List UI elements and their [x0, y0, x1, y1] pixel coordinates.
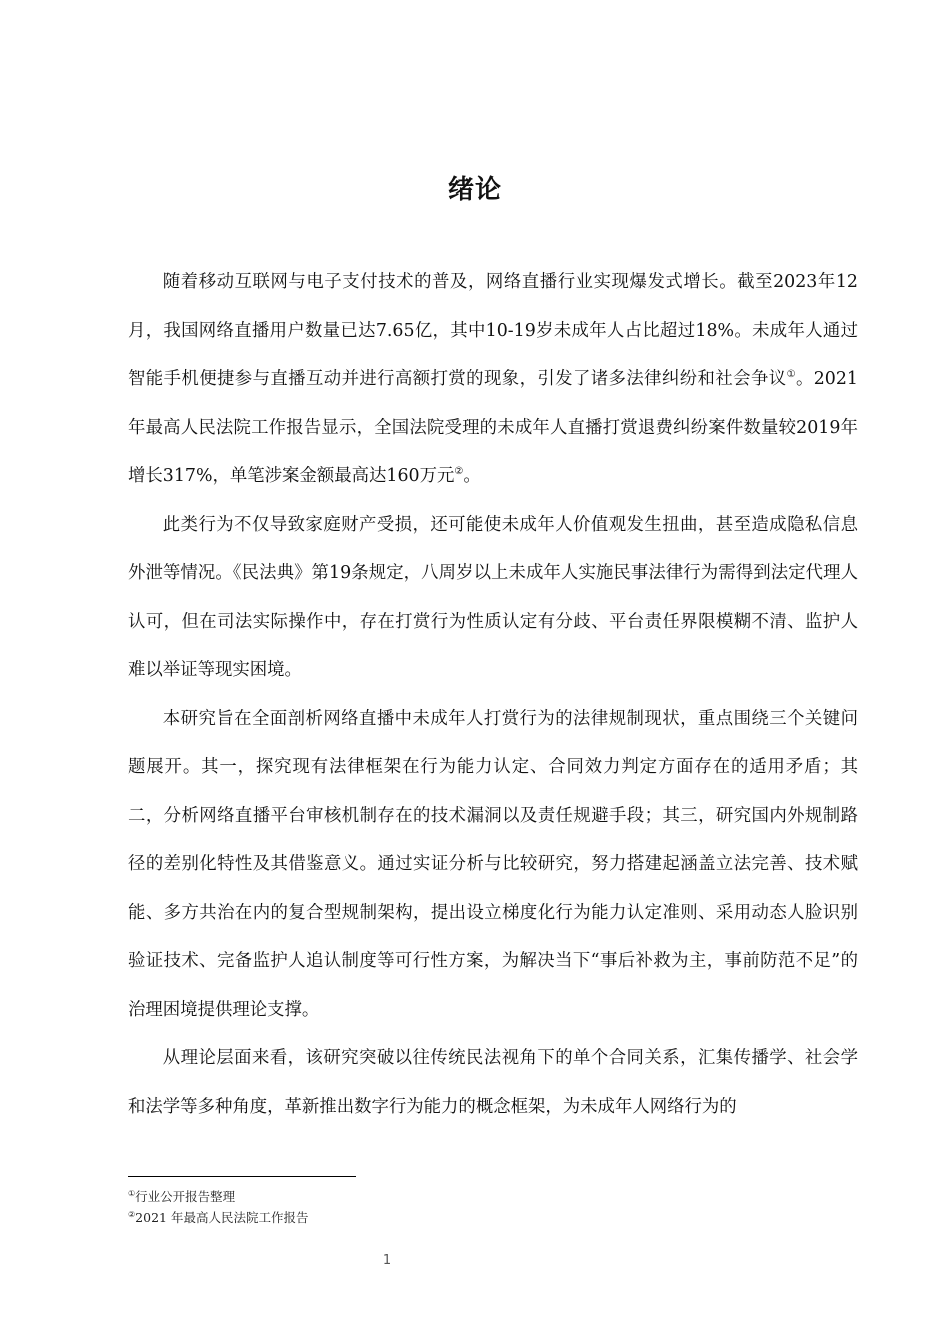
footnote-1 — [128, 1186, 308, 1207]
footnote-text: 行业公开报告整理 — [135, 1189, 236, 1204]
paragraph-text: 随着移动互联网与电子支付技术的普及，网络直播行业实现爆发式增长。截至2023年12月，我国网络直播用户数量已达7.65亿，其中10-19岁未成年人占比超过18%。未成年人通过智能手机便捷参与直播互动并进行高额打赏的现象，引发了诸多法律纠纷和社会争议 — [128, 272, 858, 389]
footnote-2 — [128, 1207, 308, 1228]
footnote-marker: ② — [128, 1209, 136, 1219]
page-title: 绪论 — [447, 175, 502, 205]
paragraph-theory: 从理论层面来看，该研究突破以往传统民法视角下的单个合同关系，汇集传播学、社会学和法学等多种角度，革新推出数字行为能力的概念框架，为未成年人网络行为的 — [128, 1048, 858, 1117]
paragraph-impact: 此类行为不仅导致家庭财产受损，还可能使未成年人价值观发生扭曲，甚至造成隐私信息外泄等情况。《民法典》第19条规定，八周岁以上未成年人实施民事法律行为需得到法定代理人认可，但在司法实际操作中，存在打赏行为性质认定有分歧、平台责任界限模糊不清、监护人难以举证等现实困境。 — [128, 514, 858, 680]
paragraph-text: 。2021年最高人民法院工作报告显示，全国法院受理的未成年人直播打赏退费纠纷案件数量较2019年增长317%，单笔涉案金额最高达160万元 — [128, 369, 858, 486]
paragraph-intro — [128, 258, 858, 501]
footnotes — [128, 1186, 308, 1228]
footnote-text: 2021 年最高人民法院工作报告 — [135, 1210, 309, 1225]
footnote-divider — [128, 1176, 356, 1177]
footnote-ref-2[interactable]: ② — [454, 466, 464, 478]
page-number: 1 — [382, 1253, 392, 1268]
footnote-marker: ① — [128, 1188, 136, 1198]
footnote-ref-1[interactable]: ① — [786, 369, 796, 381]
body-text — [128, 258, 858, 1131]
paragraph-research-aim: 本研究旨在全面剖析网络直播中未成年人打赏行为的法律规制现状，重点围绕三个关键问题展开。其一，探究现有法律框架在行为能力认定、合同效力判定方面存在的适用矛盾；其二，分析网络直播平台审核机制存在的技术漏洞以及责任规避手段；其三，研究国内外规制路径的差别化特性及其借鉴意义。通过实证分析与比较研究，努力搭建起涵盖立法完善、技术赋能、多方共治在内的复合型规制架构，提出设立梯度化行为能力认定准则、采用动态人脸识别验证技术、完备监护人追认制度等可行性方案，为解决当下“事后补救为主，事前防范不足”的治理困境提供理论支撑。 — [128, 708, 858, 1020]
paragraph-text: 。 — [463, 466, 481, 486]
